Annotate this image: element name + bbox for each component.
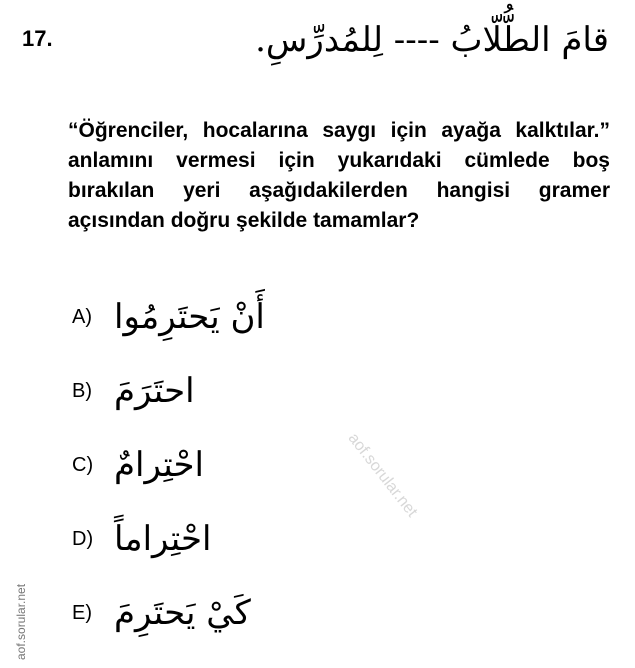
option-a-label: A) [72, 305, 92, 328]
option-b-text: احتَرَمَ [114, 371, 195, 411]
arabic-question-sentence: قامَ الطُّلّابُ ---- لِلمُدرِّسِ. [255, 20, 609, 60]
option-d[interactable] [72, 511, 372, 567]
option-a[interactable] [72, 289, 372, 345]
option-c-label: C) [72, 453, 94, 476]
question-number: 17. [22, 26, 53, 51]
option-d-label: D) [72, 527, 94, 550]
option-a-text: أَنْ يَحتَرِمُوا [114, 297, 265, 337]
option-e-text: كَيْ يَحتَرِمَ [114, 593, 251, 633]
option-b[interactable] [72, 363, 372, 419]
option-b-label: B) [72, 379, 92, 402]
option-e[interactable] [72, 585, 372, 641]
watermark-side: aof.sorular.net [14, 583, 28, 660]
option-c[interactable] [72, 437, 372, 493]
option-c-text: احْتِرامٌ [114, 445, 204, 485]
option-d-text: احْتِراماً [114, 519, 212, 559]
option-e-label: E) [72, 601, 92, 624]
watermark-diagonal: aof.sorular.net [344, 430, 421, 521]
question-stem: “Öğrenciler, hocalarına saygı için ayağa kalktılar.” anlamını vermesi için yukarıdaki cümlede boş bırakılan yeri aşağıdakilerden hangisi gramer açısından doğru şekilde tamamlar? [68, 119, 610, 232]
